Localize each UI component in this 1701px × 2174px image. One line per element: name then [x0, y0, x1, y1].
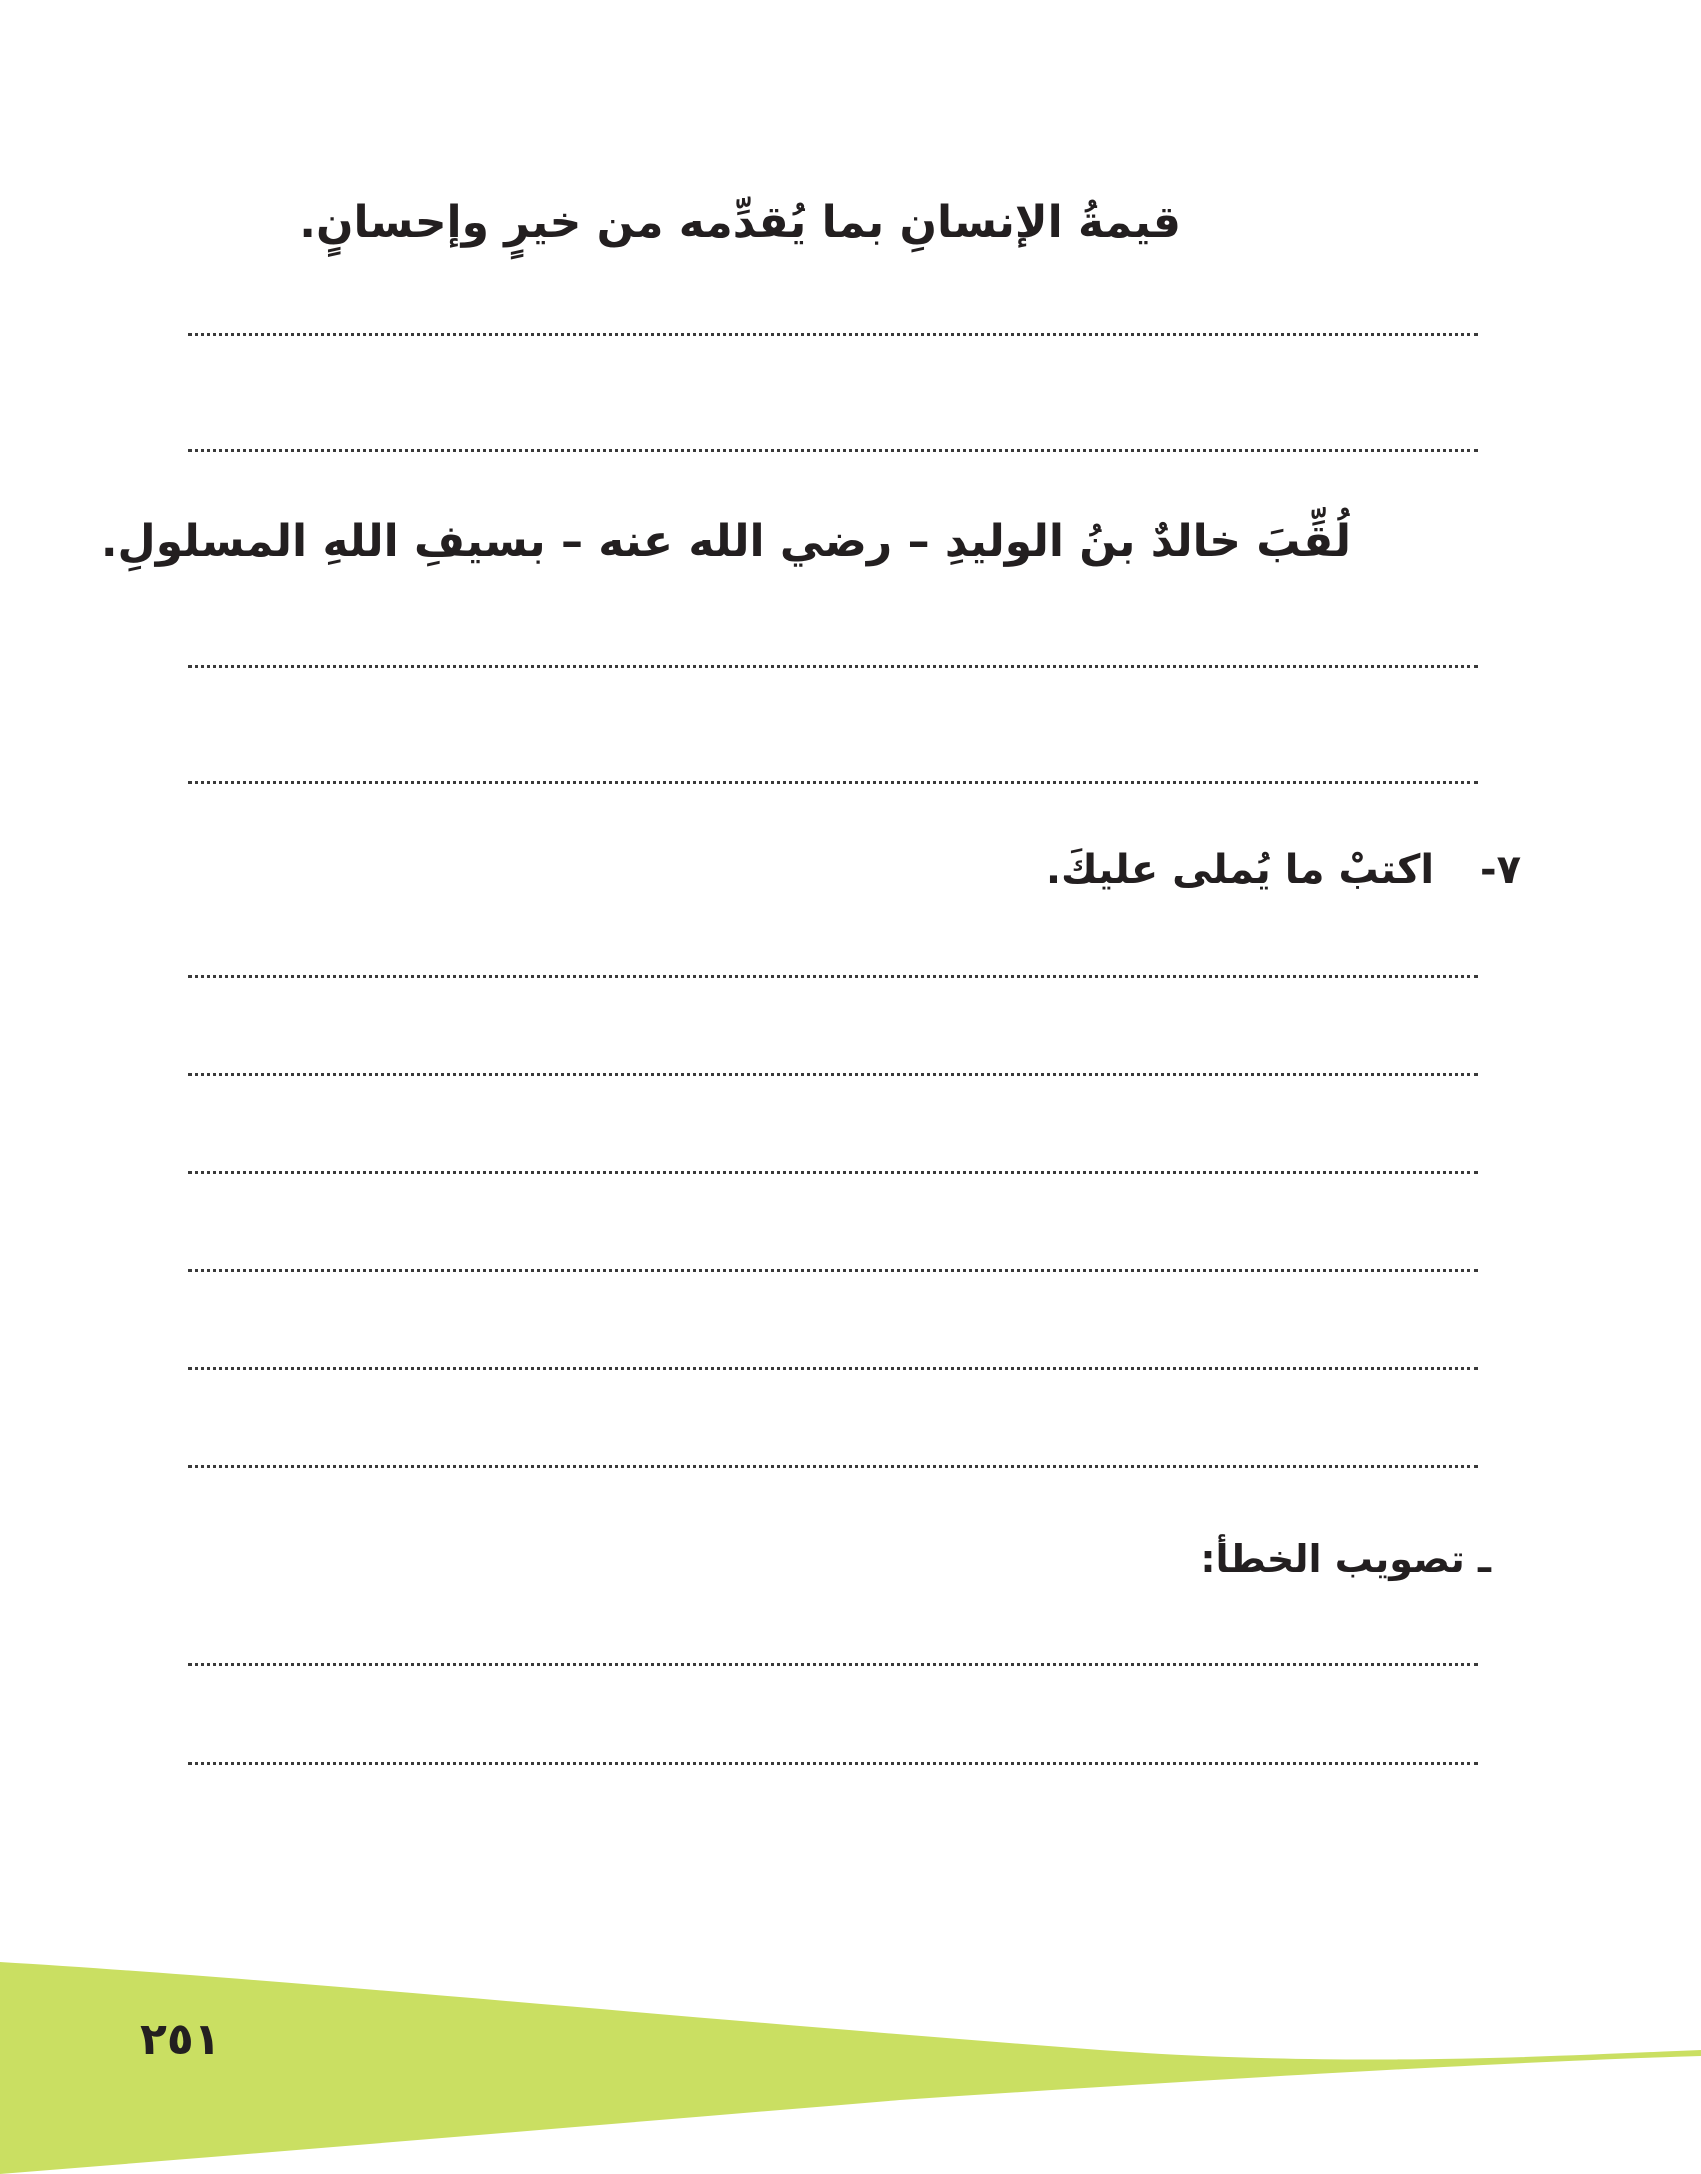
correction-line-2[interactable] [188, 1762, 1478, 1765]
sentence-1: قيمةُ الإنسانِ بما يُقدِّمه من خيرٍ وإحسانٍ. [299, 197, 1181, 248]
dictation-line-2[interactable] [188, 1073, 1478, 1076]
writing-line-4[interactable] [188, 781, 1478, 784]
footer-swoosh [0, 1950, 1701, 2174]
writing-line-3[interactable] [188, 665, 1478, 668]
dictation-line-5[interactable] [188, 1367, 1478, 1370]
exercise-instruction: اكتبْ ما يُملى عليكَ. [1045, 847, 1435, 893]
dictation-line-4[interactable] [188, 1269, 1478, 1272]
correction-label: ـ تصويب الخطأ: [1200, 1537, 1491, 1581]
exercise-number: ٧- [1479, 847, 1521, 893]
correction-line-1[interactable] [188, 1663, 1478, 1666]
dictation-line-6[interactable] [188, 1465, 1478, 1468]
writing-line-1[interactable] [188, 333, 1478, 336]
page-number: ٢٥١ [140, 2014, 221, 2065]
dictation-line-1[interactable] [188, 975, 1478, 978]
dictation-line-3[interactable] [188, 1171, 1478, 1174]
writing-line-2[interactable] [188, 449, 1478, 452]
sentence-2: لُقِّبَ خالدٌ بنُ الوليدِ – رضي الله عنه – بسيفِ اللهِ المسلولِ. [100, 516, 1351, 567]
exercise-7-heading [1046, 842, 1521, 898]
